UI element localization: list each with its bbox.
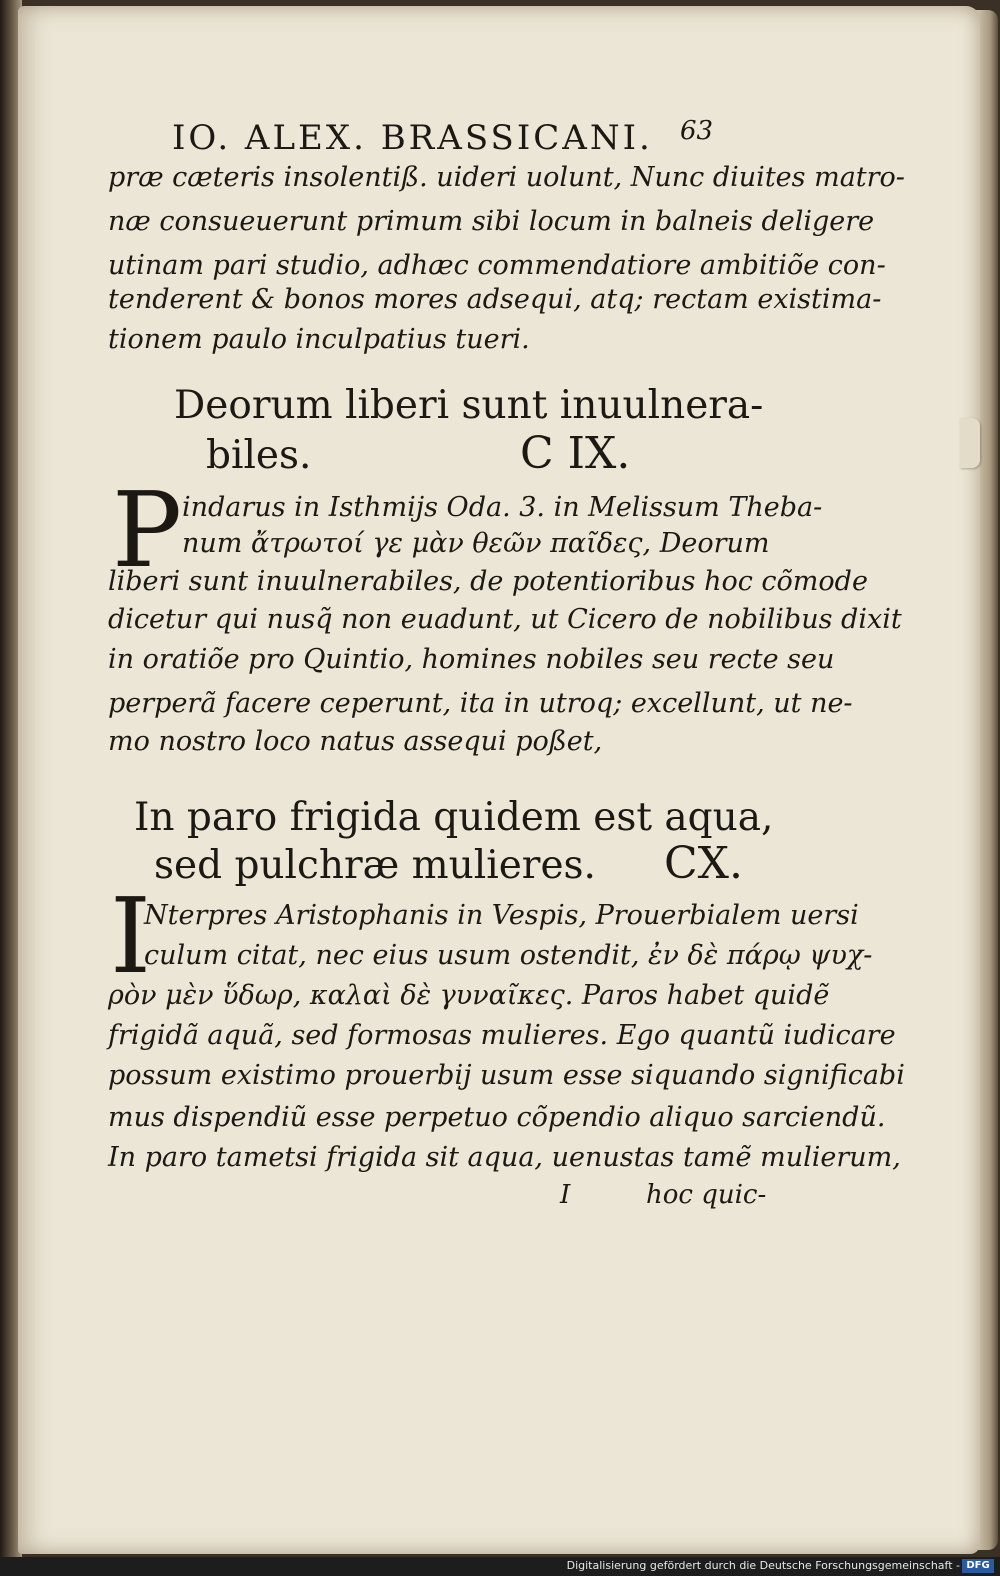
proverb-title: sed pulchræ mulieres.	[154, 843, 596, 888]
dfg-logo: DFG	[962, 1559, 994, 1573]
text-line: mus dispendiũ esse perpetuo cõpendio aliquo sarciendũ.	[108, 1102, 886, 1133]
text-line: culum citat, nec eius usum ostendit, ἐν δὲ πάρῳ ψυχ-	[144, 940, 873, 971]
running-head: IO. ALEX. BRASSICANI.	[172, 118, 653, 158]
catchword: hoc quic-	[646, 1180, 767, 1210]
text-line: tionem paulo inculpatius tueri.	[108, 324, 530, 355]
text-line: Nterpres Aristophanis in Vespis, Prouerbialem uersi	[144, 900, 859, 931]
proverb-title: biles.	[206, 433, 312, 478]
text-line: indarus in Isthmijs Oda. 3. in Melissum Theba-	[182, 492, 823, 523]
footer-credit: Digitalisierung gefördert durch die Deutsche Forschungsgemeinschaft -	[566, 1559, 960, 1572]
proverb-title: Deorum liberi sunt inuulnera-	[174, 383, 764, 428]
text-line: tenderent & bonos mores adsequi, atq; rectam existima-	[108, 284, 882, 315]
text-line: frigidã aquã, sed formosas mulieres. Ego quantũ iudicare	[108, 1020, 896, 1051]
text-line: næ consueuerunt primum sibi locum in balneis deligere	[108, 206, 875, 237]
text-line: possum existimo prouerbij usum esse siquando significabi	[108, 1060, 905, 1091]
text-line: liberi sunt inuulnerabiles, de potentioribus hoc cõmode	[108, 566, 868, 597]
page-tab	[960, 418, 980, 468]
folio-number: 63	[680, 116, 714, 146]
proverb-title: In paro frigida quidem est aqua,	[134, 795, 774, 840]
text-line: perperã facere ceperunt, ita in utroq; excellunt, ut ne-	[108, 688, 853, 719]
text-line: In paro tametsi frigida sit aqua, uenustas tamẽ mulierum,	[108, 1142, 901, 1173]
text-line: num ἄτρωτοί γε μὰν θεῶν παῖδες, Deorum	[182, 528, 770, 559]
proverb-number: C IX.	[520, 428, 631, 479]
text-line: in oratiõe pro Quintio, homines nobiles seu recte seu	[108, 644, 835, 675]
text-line: mo nostro loco natus assequi poßet,	[108, 726, 603, 757]
drop-cap: P	[112, 469, 182, 591]
drop-cap: I	[110, 875, 152, 997]
text-line: ρὸν μὲν ὕδωρ, καλαὶ δὲ γυναῖκες. Paros habet quidẽ	[108, 980, 830, 1011]
signature-mark: I	[560, 1180, 571, 1210]
text-line: præ cæteris insolentiß. uideri uolunt, Nunc diuites matro-	[108, 162, 905, 193]
text-line: utinam pari studio, adhæc commendatiore ambitiõe con-	[108, 250, 886, 281]
proverb-number: CX.	[664, 838, 743, 889]
text-line: dicetur qui nusq̃ non euadunt, ut Cicero de nobilibus dixit	[108, 604, 902, 635]
